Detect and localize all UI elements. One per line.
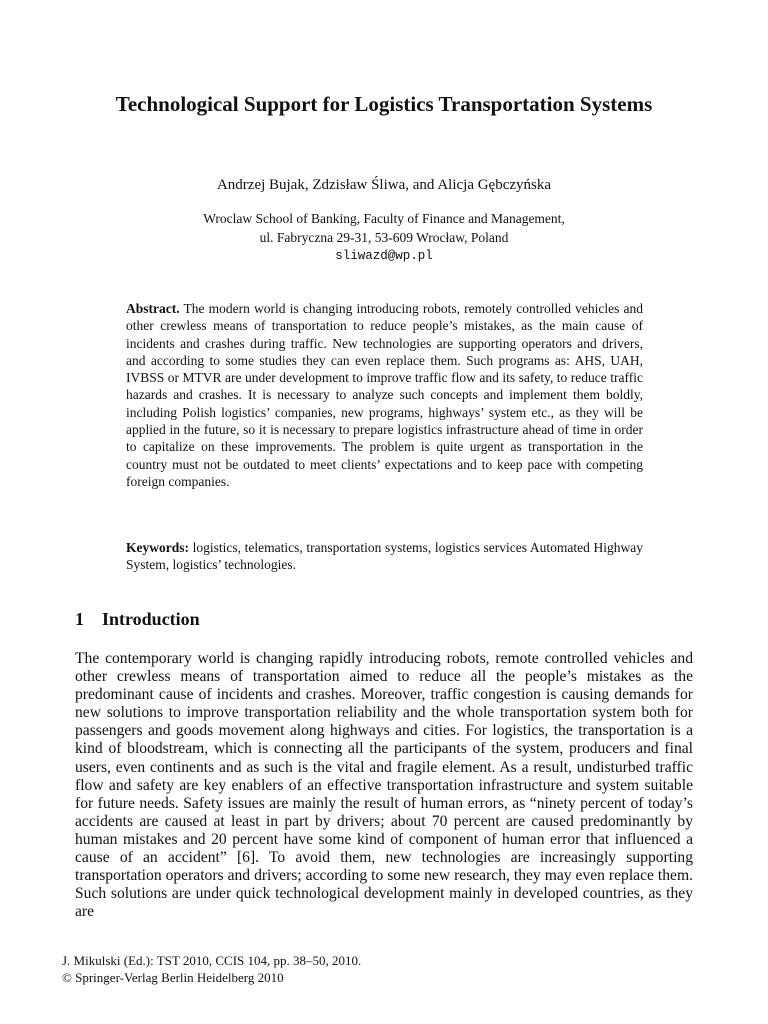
affiliation-line-1: Wroclaw School of Banking, Faculty of Finance and Management,: [203, 211, 565, 226]
keywords: [126, 539, 643, 574]
affiliation-block: [0, 209, 768, 266]
section-title: Introduction: [102, 609, 200, 629]
paper-title: Technological Support for Logistics Transportation Systems: [115, 92, 653, 116]
keywords-text: logistics, telematics, transportation systems, logistics services Automated Highway System, logistics’ technologies.: [126, 540, 643, 573]
section-number: 1: [75, 609, 84, 629]
affiliation-line-2: ul. Fabryczna 29-31, 53-609 Wrocław, Poland: [259, 230, 509, 245]
keywords-label: Keywords:: [126, 540, 189, 555]
section-heading-introduction: [75, 607, 200, 631]
author-email: sliwazd@wp.pl: [335, 249, 433, 263]
copyright-line: © Springer-Verlag Berlin Heidelberg 2010: [62, 970, 284, 985]
abstract-label: Abstract.: [126, 301, 180, 316]
abstract-text: The modern world is changing introducing robots, remotely controlled vehicles and other crewless means of transportation to reduce people’s mistakes, as the main cause of incidents and crashes during traffic. New technologies are supporting operators and drivers, and according to some studies they can even replace them. Such programs as: AHS, UAH, IVBSS or MTVR are under development to improve traffic flow and its safety, to reduce traffic hazards and crashes. It is necessary to analyze such concepts and implement them boldly, including Polish logistics’ companies, new programs, highways’ system etc., as they will be applied in the future, so it is necessary to prepare logistics infrastructure ahead of time in order to capitalize on these improvements. The problem is quite urgent as transportation in the country must not be outdated to meet clients’ expectations and to keep pace with competing foreign companies.: [126, 301, 643, 489]
author-list: Andrzej Bujak, Zdzisław Śliwa, and Alicja Gębczyńska: [216, 177, 552, 193]
page-footer: [62, 952, 361, 986]
citation-line: J. Mikulski (Ed.): TST 2010, CCIS 104, pp. 38–50, 2010.: [62, 953, 362, 968]
introduction-paragraph: The contemporary world is changing rapidly introducing robots, remote controlled vehicles and other crewless means of transportation aimed to reduce all the people’s mistakes as the predominant cause of incidents and crashes. Moreover, traffic congestion is causing demands for new solutions to improve transportation reliability and the whole transportation system both for passengers and goods movement along highways and cities. For logistics, the transportation is a kind of bloodstream, which is connecting all the participants of the system, producers and final users, even continents and as such is the vital and fragile element. As a result, undisturbed traffic flow and safety are key enablers of an effective transportation infrastructure and system suitable for future needs. Safety issues are mainly the result of human errors, as “ninety percent of today’s accidents are caused at least in part by drivers; about 70 percent are caused predominantly by human mistakes and 20 percent have some kind of component of human error that influenced a cause of an accident” [6]. To avoid them, new technologies are increasingly supporting transportation operators and drivers; according to some new research, they may even replace them. Such solutions are under quick technological development mainly in developed countries, as they are: [75, 650, 693, 921]
abstract: [126, 300, 643, 490]
